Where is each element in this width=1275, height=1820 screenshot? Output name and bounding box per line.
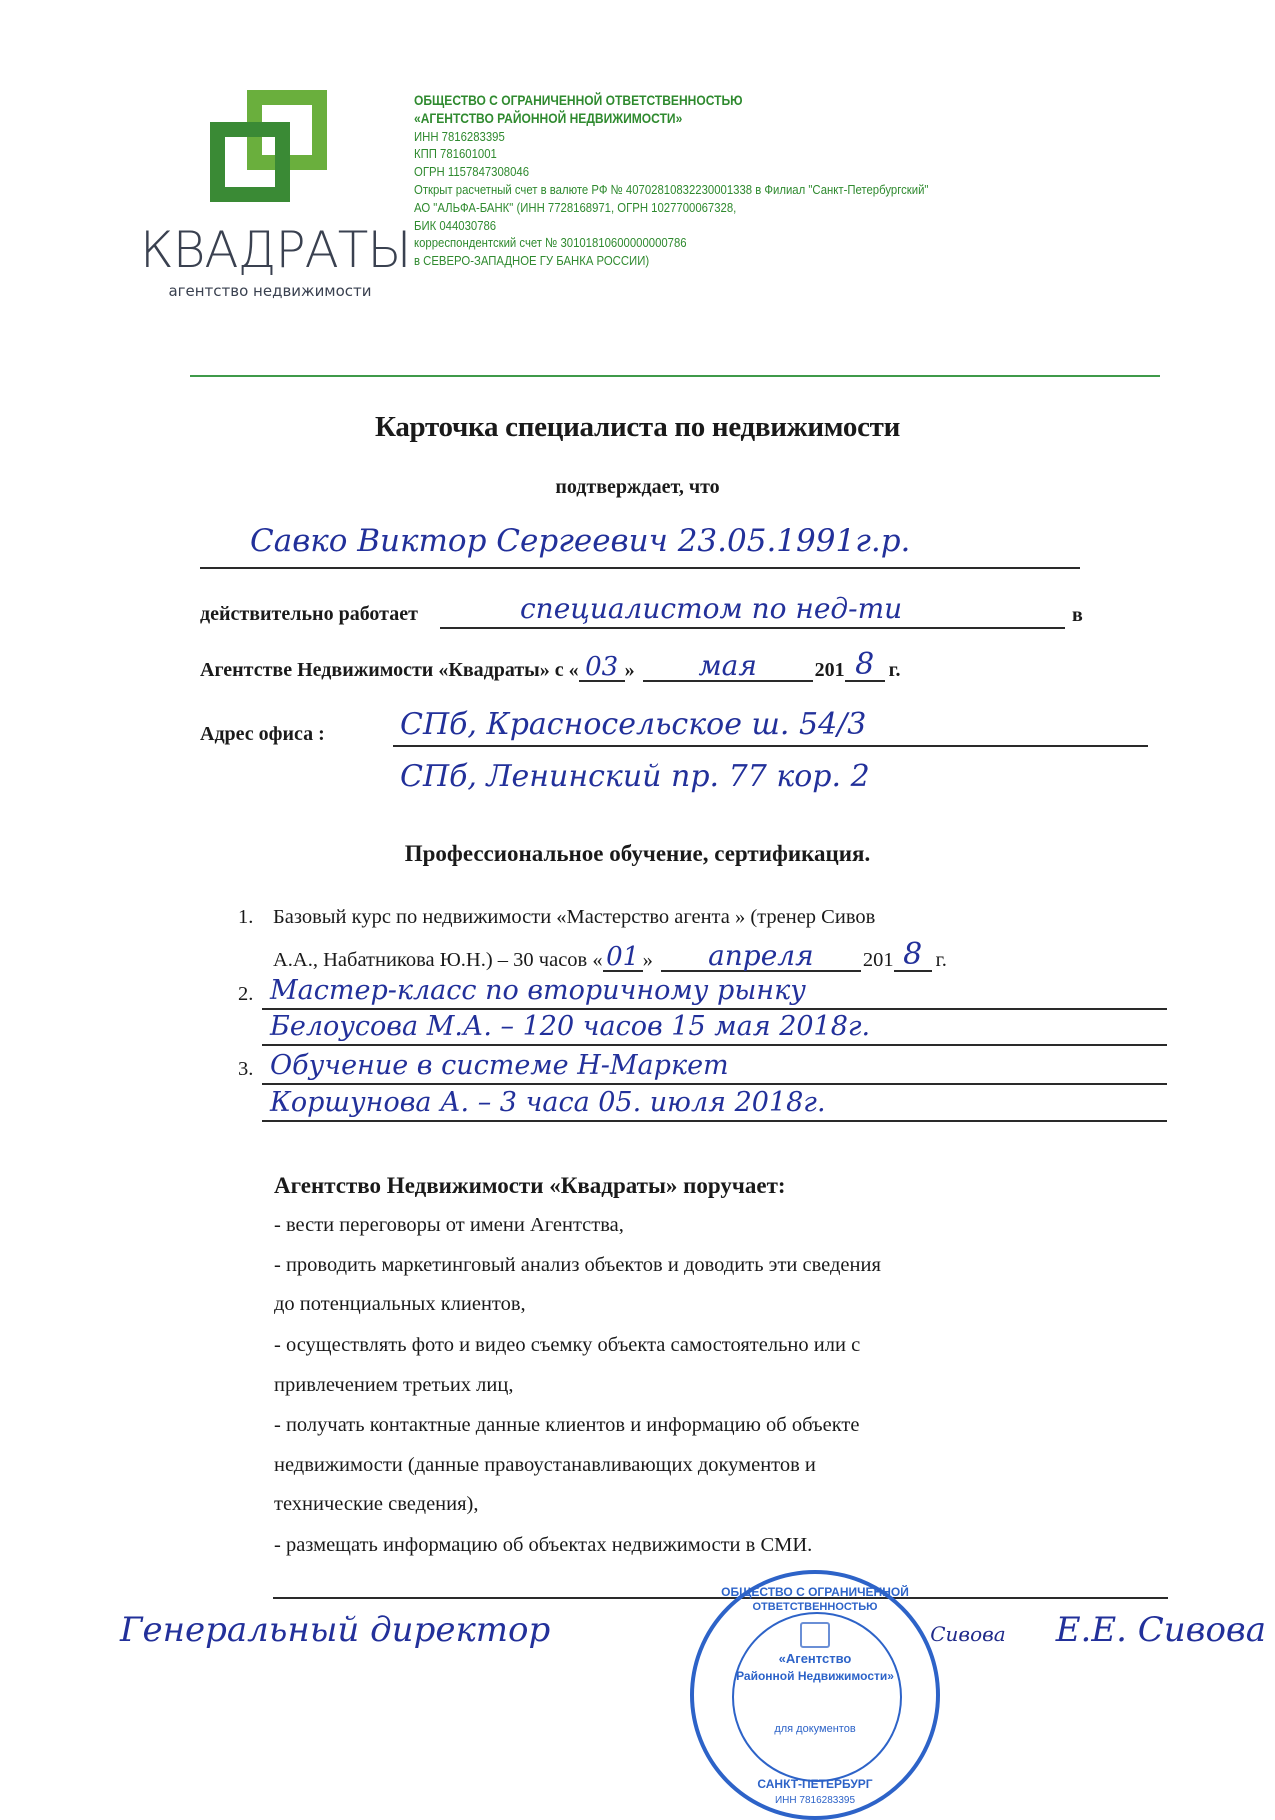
agency-since-label: Агентстве Недвижимости «Квадраты» с «: [200, 659, 579, 681]
duty-line: - проводить маркетинговый анализ объектов и доводить эти сведения: [274, 1254, 881, 1276]
logo-tagline: агентство недвижимости: [168, 282, 372, 300]
duty-line: до потенциальных клиентов,: [274, 1293, 526, 1315]
start-month-underline: [643, 649, 813, 682]
training-item-1-year-digit: 8: [903, 937, 923, 972]
confirms-text: подтверждает, что: [555, 476, 720, 498]
item-1-month-underline: [661, 939, 861, 972]
training-item-1-line-1: Базовый курс по недвижимости «Мастерство агента » (тренер Сивов: [273, 906, 876, 928]
company-bik: БИК 044030786: [414, 217, 497, 233]
training-item-1-line-2: А.А., Набатникова Ю.Н.) – 30 часов «: [273, 949, 603, 971]
start-day-underline: [579, 654, 625, 682]
duty-line: - получать контактные данные клиентов и информацию об объекте: [274, 1414, 860, 1436]
company-kpp: КПП 781601001: [414, 146, 497, 162]
item-2-underline-2: [262, 1044, 1167, 1046]
logo-square-dark-icon: [210, 122, 290, 202]
start-year-underline: [845, 647, 885, 682]
duty-line: - вести переговоры от имени Агентства,: [274, 1214, 624, 1236]
company-corr-account: корреспондентский счет № 30101810600000000786: [414, 235, 687, 251]
stamp-outer-text: ОБЩЕСТВО С ОГРАНИЧЕННОЙ: [721, 1585, 909, 1599]
person-name-field: Савко Виктор Сергеевич 23.05.1991г.р.: [250, 523, 911, 559]
position-field: специалистом по нед-ти: [520, 592, 903, 625]
header-divider: [190, 375, 1160, 377]
item-2-underline-1: [262, 1008, 1167, 1010]
company-account: Открыт расчетный счет в валюте РФ № 40702810832230001338 в Филиал "Санкт-Петербургский": [414, 181, 929, 197]
start-month-field: мая: [698, 649, 757, 682]
agency-date-row: [200, 647, 901, 682]
office-address-2: СПб, Ленинский пр. 77 кор. 2: [400, 759, 870, 794]
company-bank: АО "АЛЬФА-БАНК" (ИНН 7728168971, ОГРН 1027700067328,: [414, 199, 737, 215]
quote-close: »: [624, 659, 635, 681]
stamp-docs: для документов: [774, 1723, 856, 1735]
training-item-2-line-2: Белоусова М.А. – 120 часов 15 мая 2018г.: [270, 1011, 871, 1042]
training-item-2-line-1: Мастер-класс по вторичному рынку: [270, 975, 806, 1006]
position-underline: [440, 627, 1065, 629]
year-suffix: г.: [888, 659, 901, 681]
start-year-digit-field: 8: [855, 647, 875, 682]
office-address-label: Адрес офиса :: [200, 723, 325, 745]
item-3-underline-1: [262, 1083, 1167, 1085]
training-item-1-date-row: [273, 937, 947, 972]
duty-line: недвижимости (данные правоустанавливающих документов и: [274, 1454, 816, 1476]
company-stamp: [690, 1570, 940, 1820]
training-item-3-line-1: Обучение в системе Н-Маркет: [270, 1050, 729, 1081]
company-inn: ИНН 7816283395: [414, 128, 505, 144]
duty-line: - осуществлять фото и видео съемку объекта самостоятельно или с: [274, 1334, 861, 1356]
office-address-1: СПб, Красносельское ш. 54/3: [400, 707, 867, 742]
duties-heading: Агентство Недвижимости «Квадраты» поручает:: [274, 1173, 786, 1198]
logo-wordmark: КВАДРАТЫ: [140, 221, 411, 279]
company-corr-bank: в СЕВЕРО-ЗАПАДНОЕ ГУ БАНКА РОССИИ): [414, 253, 650, 269]
training-item-3-number: 3.: [238, 1058, 254, 1080]
item-3-underline-2: [262, 1120, 1167, 1122]
start-day-field: 03: [585, 652, 619, 682]
signature-row: [120, 1612, 1270, 1649]
signatory-name: Е.Е. Сивова: [1055, 1610, 1266, 1650]
office-address-underline: [393, 745, 1148, 747]
name-underline: [200, 567, 1080, 569]
training-item-2-number: 2.: [238, 983, 254, 1005]
stamp-inn: ИНН 7816283395: [774, 1795, 856, 1806]
company-name: «АГЕНТСТВО РАЙОННОЙ НЕДВИЖИМОСТИ»: [414, 109, 683, 126]
item-1-year-underline: [894, 937, 932, 972]
document-title: Карточка специалиста по недвижимости: [374, 411, 901, 443]
training-item-1-year-suffix: г.: [935, 949, 947, 971]
works-label: действительно работает: [200, 603, 418, 625]
company-details: [414, 92, 928, 270]
year-prefix: 201: [814, 659, 845, 681]
stamp-outer-text-2: ОТВЕТСТВЕННОСТЬЮ: [752, 1601, 878, 1613]
stamp-center-2: Районной Недвижимости»: [736, 1669, 894, 1683]
training-item-1-quote-close: »: [642, 949, 653, 971]
training-item-3-line-2: Коршунова А. – 3 часа 05. июля 2018г.: [270, 1087, 826, 1118]
training-item-1-day: 01: [606, 942, 640, 972]
stamp-center-1: «Агентство: [778, 1651, 852, 1666]
training-heading: Профессиональное обучение, сертификация.: [404, 841, 871, 866]
stamp-city: САНКТ-ПЕТЕРБУРГ: [757, 1777, 873, 1791]
item-1-day-underline: [603, 944, 643, 972]
training-item-1-month: апреля: [708, 939, 814, 972]
duty-line: технические сведения),: [274, 1493, 479, 1515]
company-ogrn: ОГРН 1157847308046: [414, 164, 530, 180]
signature-mark: Сивова: [930, 1622, 1006, 1646]
signatory-role: Генеральный директор: [120, 1610, 551, 1650]
training-item-1-year-prefix: 201: [862, 949, 894, 971]
company-form: ОБЩЕСТВО С ОГРАНИЧЕННОЙ ОТВЕТСТВЕННОСТЬЮ: [414, 92, 743, 108]
training-item-1-number: 1.: [238, 906, 254, 928]
in-label: в: [1072, 604, 1083, 626]
duty-line: привлечением третьих лиц,: [274, 1374, 514, 1396]
duty-line: - размещать информацию об объектах недвижимости в СМИ.: [274, 1534, 813, 1556]
